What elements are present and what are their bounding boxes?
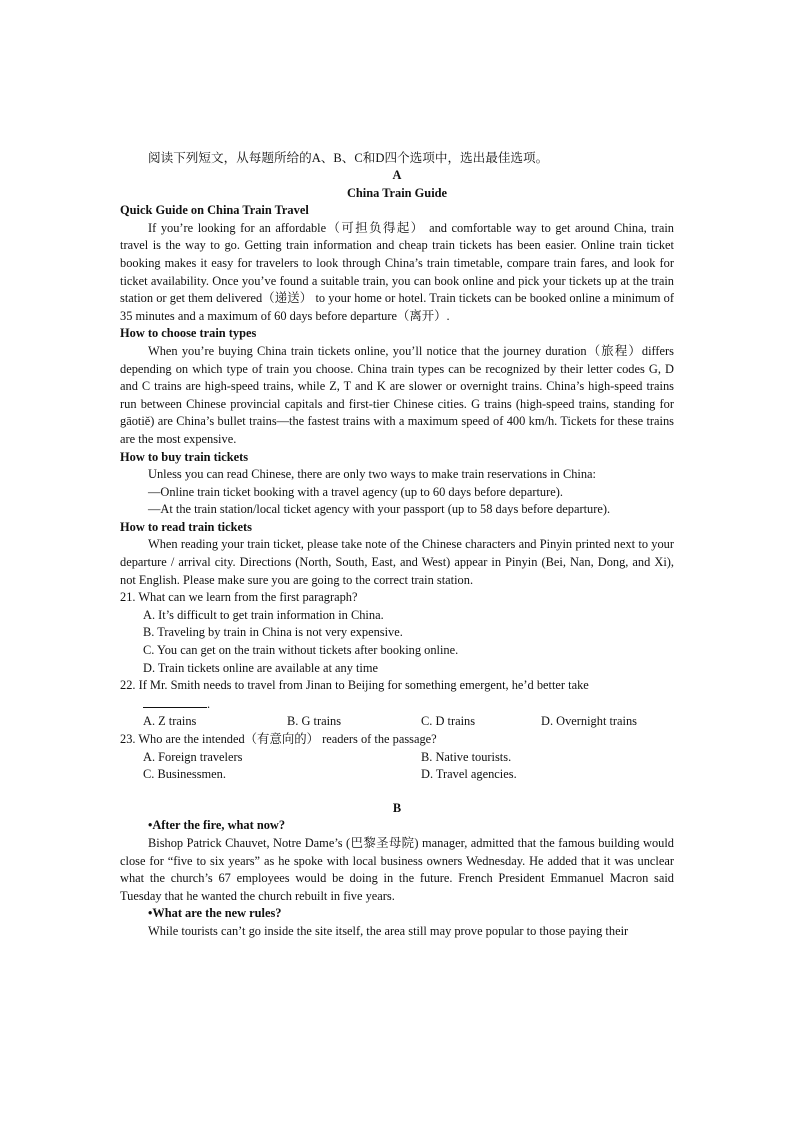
paragraph-new-rules: While tourists can’t go inside the site itself, the area still may prove popular to those paying their xyxy=(148,923,629,938)
heading-new-rules: •What are the new rules? xyxy=(148,906,282,921)
q22-option-d: D. Overnight trains xyxy=(541,714,638,729)
q23-option-d: D. Travel agencies. xyxy=(421,767,517,782)
section-gap xyxy=(120,784,674,800)
q23-options-row1 xyxy=(120,749,674,767)
buy-option-online: —Online train ticket booking with a travel agency (up to 60 days before departure). xyxy=(148,484,563,499)
q21-option-b: B. Traveling by train in China is not very expensive. xyxy=(143,625,403,640)
heading-buy-tickets: How to buy train tickets xyxy=(120,449,249,464)
q22-option-c: C. D trains xyxy=(421,714,476,729)
document-page xyxy=(120,149,674,941)
paragraph-quick-guide: If you’re looking for an affordable（可担负得起） and comfortable way to get around China, train travel is the way to go. Getting train information and cheap train tickets has been easier. Online train ticket booking makes it easy for travelers to look through China’s train timetable, compare train fares, and look for ticket availability. Once you’ve found a suitable train, you can book online and pick your tickets up at the train station or get them delivered（递送） to your home or hotel. Train tickets can be booked online a minimum of 35 minutes and a maximum of 60 days before departure（离开）. xyxy=(120,220,674,323)
section-a-title: China Train Guide xyxy=(346,185,448,200)
heading-quick-guide: Quick Guide on China Train Travel xyxy=(120,203,309,218)
paragraph-buy-tickets: Unless you can read Chinese, there are only two ways to make train reservations in China: xyxy=(148,467,596,482)
q22-blank-line xyxy=(120,695,674,714)
q22-option-a: A. Z trains xyxy=(143,714,197,729)
q22-end-period: . xyxy=(207,696,211,711)
heading-after-fire: •After the fire, what now? xyxy=(148,818,286,833)
q23-option-a: A. Foreign travelers xyxy=(143,749,243,764)
paragraph-choose-types: When you’re buying China train tickets online, you’ll notice that the journey duration（旅程）differs depending on which type of train you choose. China train types can be recognized by their letter codes G, D and C trains are high-speed trains, while Z, T and K are slower or overnight trains. China’s high-speed trains run between Chinese provincial capitals and first-tier Chinese cities. G trains (high-speed trains, standing for gāotiě) are China’s bullet trains—the fastest trains with a maximum speed of 400 km/h. Tickets for these trains are the most expensive. xyxy=(120,343,674,446)
section-a-letter: A xyxy=(392,168,402,182)
question-21: 21. What can we learn from the first paragraph? xyxy=(120,590,358,605)
q22-option-b: B. G trains xyxy=(287,714,342,729)
paragraph-after-fire: Bishop Patrick Chauvet, Notre Dame’s (巴黎圣母院) manager, admitted that the famous building would close for “five to six years” as he spoke with local business owners Wednesday. He added that it was unclear what the church’s 67 employees would be doing in the future. French President Emmanuel Macron said Tuesday that he wanted the church rebuilt in five years. xyxy=(120,835,674,903)
heading-read-tickets: How to read train tickets xyxy=(120,519,252,534)
q21-option-a: A. It’s difficult to get train information in China. xyxy=(143,607,384,622)
q21-option-d: D. Train tickets online are available at any time xyxy=(143,660,379,675)
paragraph-read-tickets: When reading your train ticket, please take note of the Chinese characters and Pinyin printed next to your departure / arrival city. Directions (North, South, East, and West) appear in Pinyin (Bei, Nan, Dong, and Xi), not English. Please make sure you are going to the correct train station. xyxy=(120,537,674,587)
instruction-text: 阅读下列短文，从每题所给的A、B、C和D四个选项中，选出最佳选项。 xyxy=(148,151,549,165)
q23-option-c: C. Businessmen. xyxy=(143,767,226,782)
q23-options-row2 xyxy=(120,766,674,784)
section-b-letter: B xyxy=(392,800,402,815)
question-22: 22. If Mr. Smith needs to travel from Jinan to Beijing for something emergent, he’d better take xyxy=(120,678,589,693)
buy-option-station: —At the train station/local ticket agency with your passport (up to 58 days before departure). xyxy=(148,502,611,517)
q21-option-c: C. You can get on the train without tickets after booking online. xyxy=(143,643,459,658)
q22-options xyxy=(120,713,674,731)
heading-choose-types: How to choose train types xyxy=(120,326,257,341)
q23-option-b: B. Native tourists. xyxy=(421,749,512,764)
question-23: 23. Who are the intended（有意向的） readers of the passage? xyxy=(120,732,437,746)
answer-blank xyxy=(143,695,207,708)
